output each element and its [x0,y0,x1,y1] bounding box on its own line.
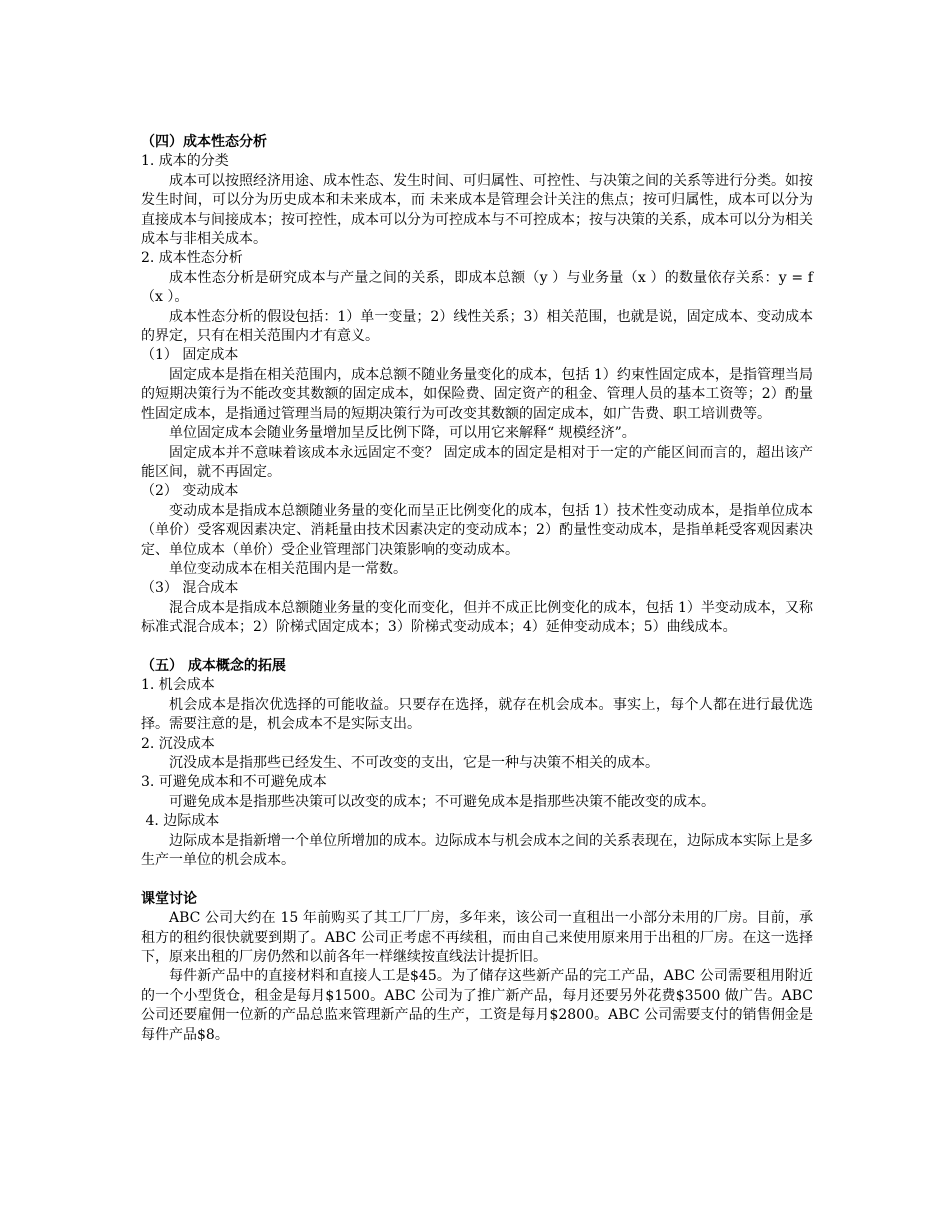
paragraph-marginal-cost: 边际成本是指新增一个单位所增加的成本。边际成本与机会成本之间的关系表现在，边际成本实际上是多生产一单位的机会成本。 [141,832,813,869]
paragraph-sunk-cost: 沉没成本是指那些已经发生、不可改变的支出，它是一种与决策不相关的成本。 [169,754,659,771]
document-page [141,133,813,1045]
section-title-class-discussion: 课堂讨论 [141,890,197,907]
paragraph-cost-behavior-assumptions: 成本性态分析的假设包括：1）单一变量；2）线性关系；3）相关范围，也就是说，固定成本、变动成本的界定，只有在相关范围内才有意义。 [141,308,813,345]
paragraph-discussion-costs: 每件新产品中的直接材料和直接人工是$45。为了储存这些新产品的完工产品，ABC 公司需要租用附近的一个小型货仓，租金是每月$1500。ABC 公司为了推广新产品，每月还要另外花费$3500 做广告。ABC 公司还要雇佣一位新的产品总监来管理新产品的生产，工资是每月$2800。ABC 公司需要支付的销售佣金是每件产品$8。 [141,968,813,1043]
paragraph-discussion-background: ABC 公司大约在 15 年前购买了其工厂厂房，多年来，该公司一直租出一小部分未用的厂房。目前，承租方的租约很快就要到期了。ABC 公司正考虑不再续租，而由自己来使用原来用于出租的厂房。在这一选择下，原来出租的厂房仍然和以前各年一样继续按直线法计提折旧。 [141,910,813,966]
subheading-cost-behavior-analysis: 2. 成本性态分析 [141,250,243,267]
subheading-variable-cost: （2） 变动成本 [141,483,239,500]
paragraph-unit-variable-cost: 单位变动成本在相关范围内是一常数。 [169,560,407,577]
subheading-avoidable-cost: 3. 可避免成本和不可避免成本 [141,774,327,791]
paragraph-cost-behavior-definition: 成本性态分析是研究成本与产量之间的关系，即成本总额（y ）与业务量（x ）的数量依存关系：y = f （x ）。 [141,269,813,306]
blank-line [141,870,813,889]
subheading-opportunity-cost: 1. 机会成本 [141,677,215,694]
subheading-marginal-cost: 4. 边际成本 [141,813,220,830]
paragraph-opportunity-cost: 机会成本是指次优选择的可能收益。只要存在选择，就存在机会成本。事实上，每个人都在进行最优选择。需要注意的是，机会成本不是实际支出。 [141,696,813,733]
paragraph-fixed-cost-range: 固定成本并不意味着该成本永远固定不变？ 固定成本的固定是相对于一定的产能区间而言的，超出该产能区间，就不再固定。 [141,444,813,480]
paragraph-mixed-cost: 混合成本是指成本总额随业务量的变化而变化，但并不成正比例变化的成本，包括 1）半变动成本，又称标准式混合成本；2）阶梯式固定成本；3）阶梯式变动成本；4）延伸变动成本；5）曲线成本。 [141,599,813,636]
paragraph-unit-fixed-cost: 单位固定成本会随业务量增加呈反比例下降，可以用它来解释“ 规模经济”。 [169,425,636,442]
subheading-fixed-cost: （1） 固定成本 [141,347,239,364]
subheading-sunk-cost: 2. 沉没成本 [141,735,215,752]
paragraph-variable-cost-definition: 变动成本是指成本总额随业务量的变化而呈正比例变化的成本，包括 1）技术性变动成本，是指单位成本（单价）受客观因素决定、消耗量由技术因素决定的变动成本；2）酌量性变动成本，是指单耗受客观因素决定、单位成本（单价）受企业管理部门决策影响的变动成本。 [141,502,813,558]
paragraph-avoidable-cost: 可避免成本是指那些决策可以改变的成本；不可避免成本是指那些决策不能改变的成本。 [169,793,715,810]
paragraph-fixed-cost-definition: 固定成本是指在相关范围内，成本总额不随业务量变化的成本，包括 1）约束性固定成本，是指管理当局的短期决策行为不能改变其数额的固定成本，如保险费、固定资产的租金、管理人员的基本工资等；2）酌量性固定成本，是指通过管理当局的短期决策行为可改变其数额的固定成本，如广告费、职工培训费等。 [141,366,813,422]
paragraph-cost-classification: 成本可以按照经济用途、成本性态、发生时间、可归属性、可控性、与决策之间的关系等进行分类。如按发生时间，可以分为历史成本和未来成本，而 未来成本是管理会计关注的焦点；按可归属性，成本可以分为直接成本与间接成本；按可控性，成本可以分为可控成本与不可控成本；按与决策的关系，成本可以分为相关成本与非相关成本。 [141,172,813,248]
blank-line [141,638,813,657]
section-title-cost-concepts: （五） 成本概念的拓展 [141,657,286,674]
section-title-cost-behavior: （四）成本性态分析 [141,134,267,150]
subheading-cost-classification: 1. 成本的分类 [141,153,229,170]
subheading-mixed-cost: （3） 混合成本 [141,580,239,597]
